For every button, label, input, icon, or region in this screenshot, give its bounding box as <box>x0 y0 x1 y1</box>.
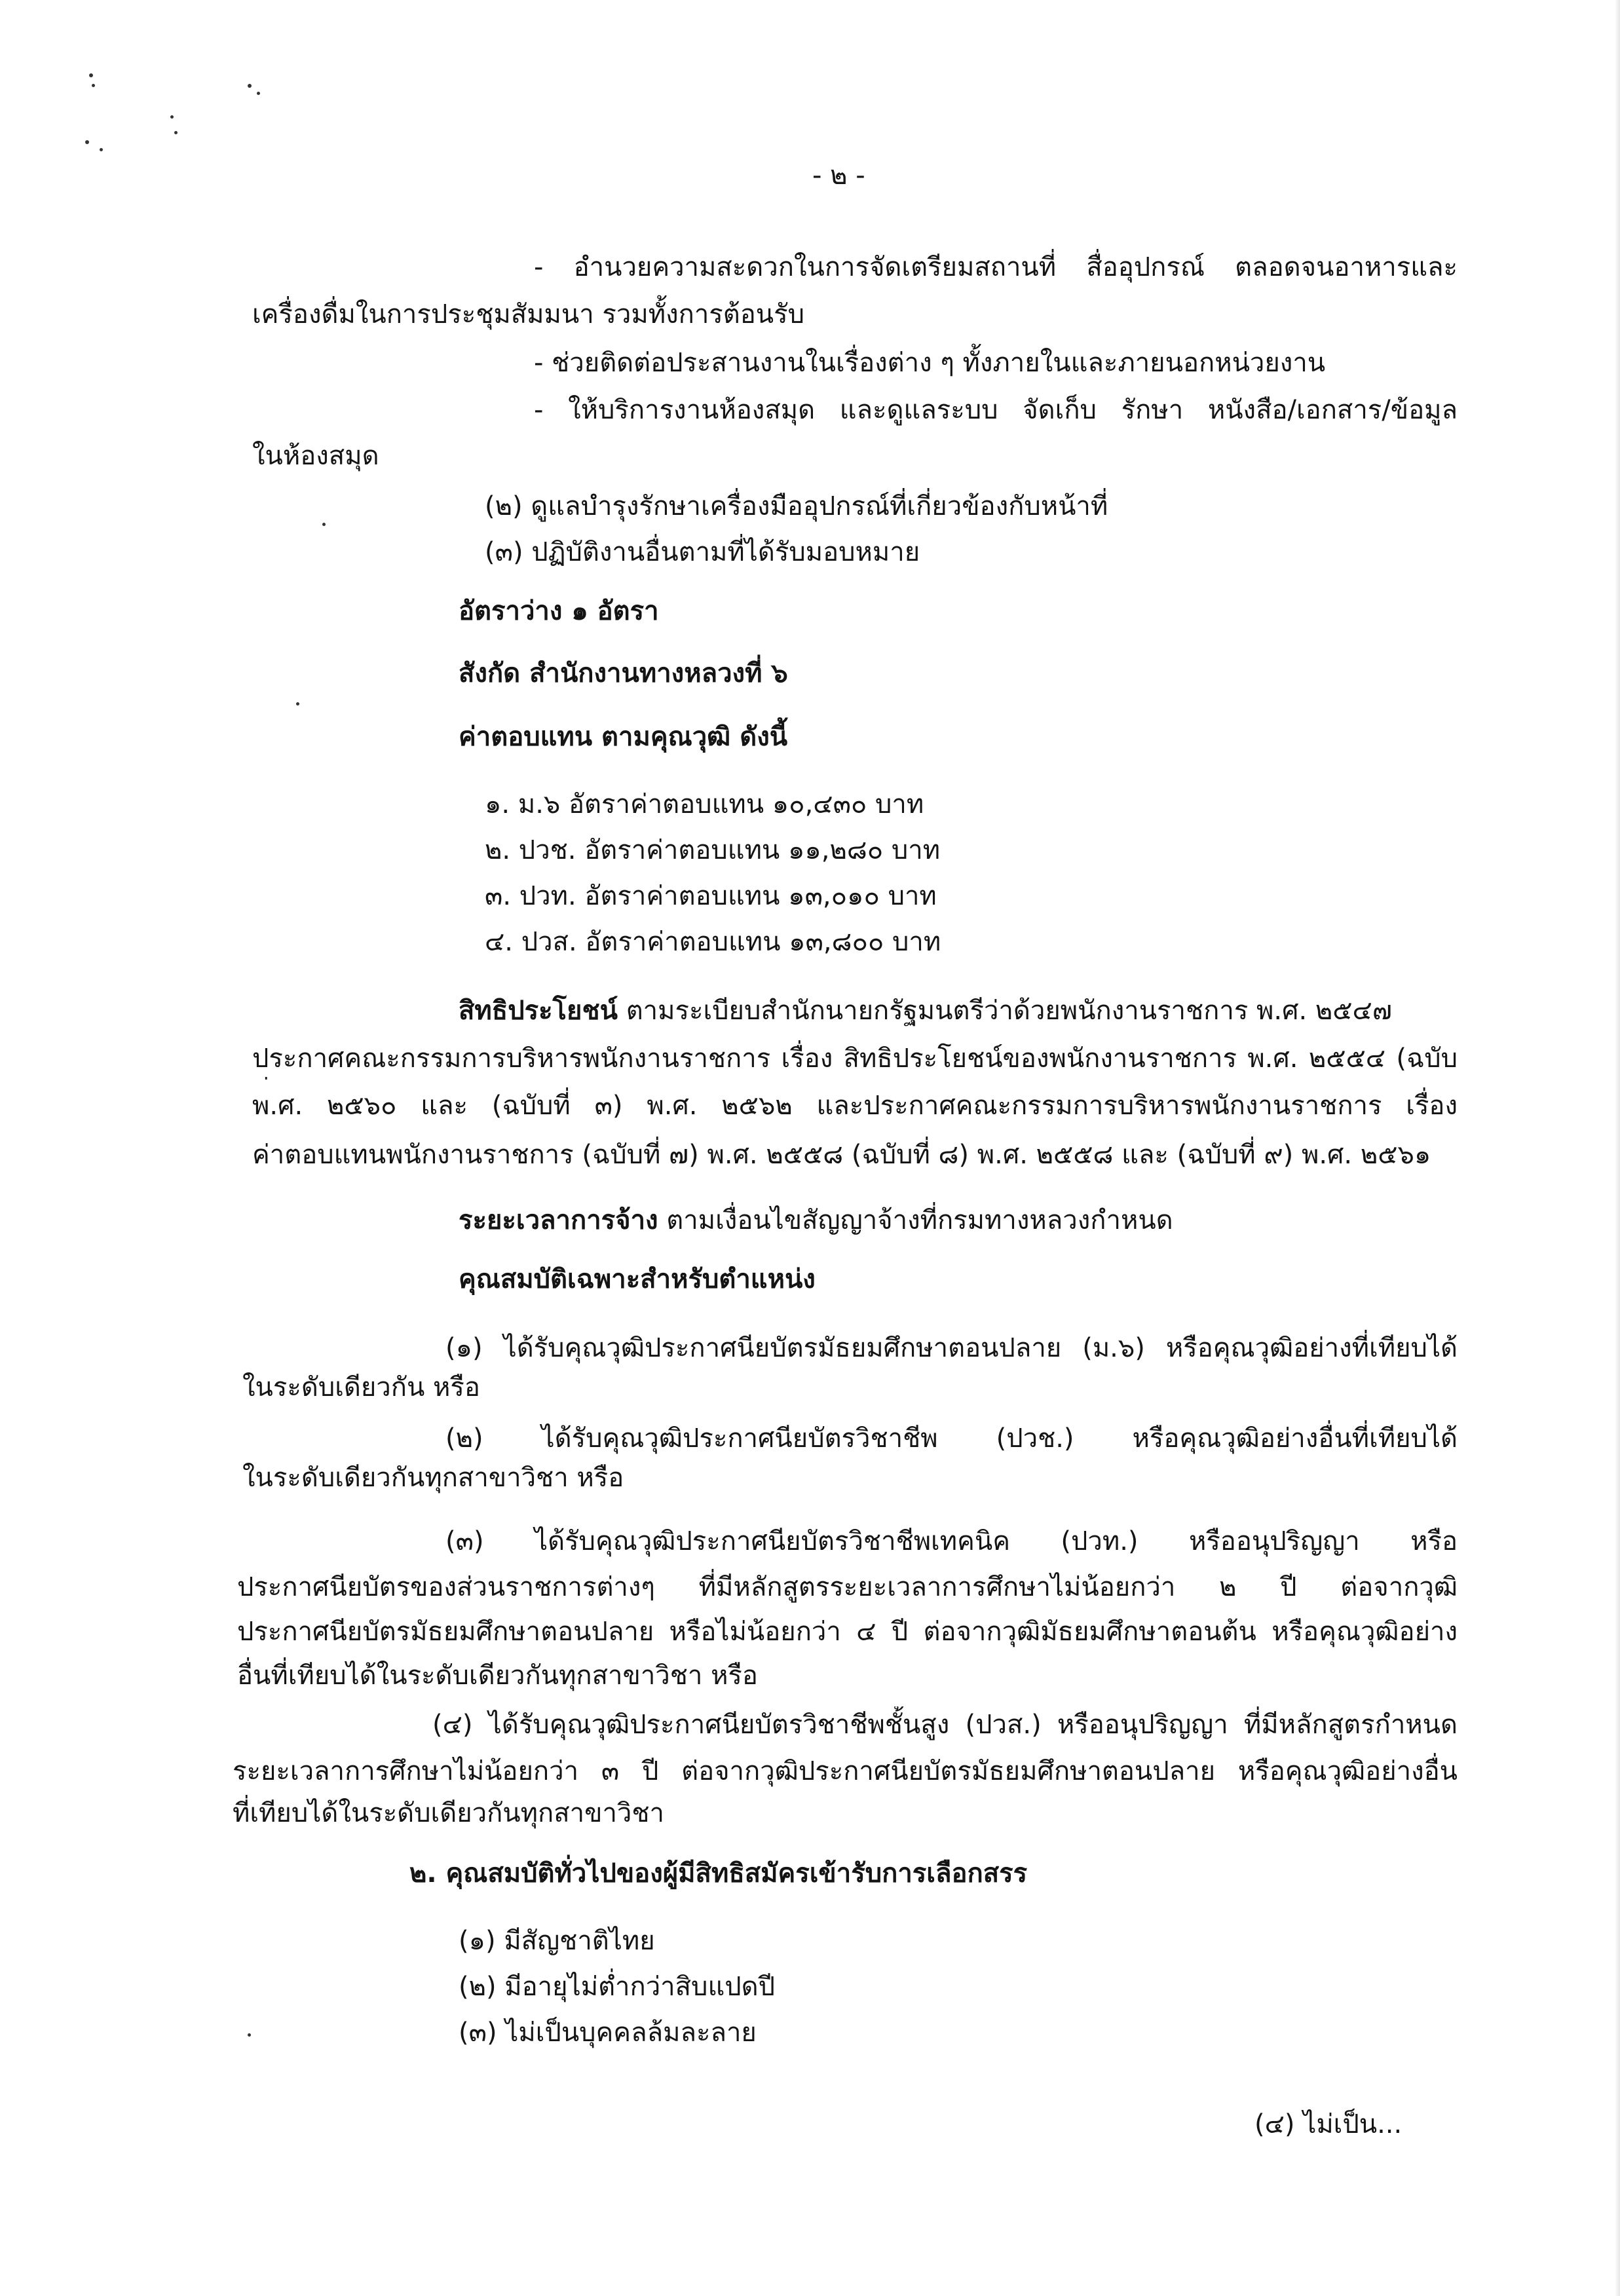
benefits-line: พ.ศ. ๒๕๖๐ และ (ฉบับที่ ๓) พ.ศ. ๒๕๖๒ และประกาศคณะกรรมการบริหารพนักงานราชการ เรื่อง <box>252 1091 1458 1121</box>
scan-speck <box>170 115 174 119</box>
general-qualifications-heading: ๒. คุณสมบัติทั่วไปของผู้มีสิทธิสมัครเข้ารับการเลือกสรร <box>409 1858 1028 1889</box>
scan-edge-shadow <box>1615 0 1620 2296</box>
employment-period-line <box>459 1202 1173 1239</box>
compensation-heading: ค่าตอบแทน ตามคุณวุฒิ ดังนี้ <box>459 722 788 752</box>
general-qualification-item: (๓) ไม่เป็นบุคคลล้มละลาย <box>459 2018 757 2048</box>
duty-item: (๓) ปฏิบัติงานอื่นตามที่ได้รับมอบหมาย <box>485 537 920 567</box>
compensation-item: ๒. ปวช. อัตราค่าตอบแทน ๑๑,๒๘๐ บาท <box>485 835 941 865</box>
duty-item: (๒) ดูแลบำรุงรักษาเครื่องมืออุปกรณ์ที่เกี่ยวข้องกับหน้าที่ <box>485 491 1108 521</box>
vacancy-line: อัตราว่าง ๑ อัตรา <box>459 596 659 626</box>
scan-speck <box>89 73 93 77</box>
page-number: - ๒ - <box>812 160 865 191</box>
benefits-label: สิทธิประโยชน์ <box>459 996 618 1026</box>
scan-speck <box>296 702 299 706</box>
affiliation-line: สังกัด สำนักงานทางหลวงที่ ๖ <box>459 658 788 688</box>
paragraph-line: - อำนวยความสะดวกในการจัดเตรียมสถานที่ สื่ออุปกรณ์ ตลอดจนอาหารและ <box>534 252 1458 282</box>
scan-speck <box>85 140 89 144</box>
qualification-line: (๓) ได้รับคุณวุฒิประกาศนียบัตรวิชาชีพเทคนิค (ปวท.) หรืออนุปริญญา หรือ <box>445 1526 1458 1556</box>
benefits-line <box>459 992 1392 1029</box>
scan-speck <box>322 523 326 526</box>
qualification-line: (๒) ได้รับคุณวุฒิประกาศนียบัตรวิชาชีพ (ปวช.) หรือคุณวุฒิอย่างอื่นที่เทียบได้ <box>445 1423 1458 1454</box>
qualification-line: (๑) ได้รับคุณวุฒิประกาศนียบัตรมัธยมศึกษาตอนปลาย (ม.๖) หรือคุณวุฒิอย่างที่เทียบได้ <box>445 1333 1458 1363</box>
paragraph-line: - ช่วยติดต่อประสานงานในเรื่องต่าง ๆ ทั้งภายในและภายนอกหน่วยงาน <box>534 348 1326 378</box>
benefits-text: ตามระเบียบสำนักนายกรัฐมนตรีว่าด้วยพนักงานราชการ พ.ศ. ๒๕๔๗ <box>626 996 1392 1026</box>
compensation-item: ๔. ปวส. อัตราค่าตอบแทน ๑๓,๘๐๐ บาท <box>485 927 941 957</box>
paragraph-line: เครื่องดื่มในการประชุมสัมมนา รวมทั้งการต้อนรับ <box>252 299 804 329</box>
general-qualification-item: (๑) มีสัญชาติไทย <box>459 1926 655 1956</box>
employment-period-text: ตามเงื่อนไขสัญญาจ้างที่กรมทางหลวงกำหนด <box>658 1205 1173 1235</box>
scan-speck <box>174 131 178 134</box>
qualification-line: ในระดับเดียวกัน หรือ <box>242 1372 480 1402</box>
qualification-line: ที่เทียบได้ในระดับเดียวกันทุกสาขาวิชา <box>233 1798 664 1828</box>
continuation-marker: (๔) ไม่เป็น... <box>1254 2109 1403 2139</box>
benefits-line: ประกาศคณะกรรมการบริหารพนักงานราชการ เรื่อง สิทธิประโยชน์ของพนักงานราชการ พ.ศ. ๒๕๕๔ (ฉบับ <box>252 1044 1458 1074</box>
scan-speck <box>257 92 260 95</box>
qualification-line: ประกาศนียบัตรของส่วนราชการต่างๆ ที่มีหลักสูตรระยะเวลาการศึกษาไม่น้อยกว่า ๒ ปี ต่อจากวุฒิ <box>237 1572 1458 1602</box>
general-qualification-item: (๒) มีอายุไม่ต่ำกว่าสิบแปดปี <box>459 1972 775 2002</box>
qualification-line: (๔) ได้รับคุณวุฒิประกาศนียบัตรวิชาชีพชั้นสูง (ปวส.) หรืออนุปริญญา ที่มีหลักสูตรกำหนด <box>432 1710 1458 1740</box>
compensation-item: ๓. ปวท. อัตราค่าตอบแทน ๑๓,๐๑๐ บาท <box>485 881 937 911</box>
paragraph-line: - ให้บริการงานห้องสมุด และดูแลระบบ จัดเก็บ รักษา หนังสือ/เอกสาร/ข้อมูล <box>534 395 1458 425</box>
employment-period-label: ระยะเวลาการจ้าง <box>459 1205 658 1235</box>
scan-speck <box>248 2033 251 2037</box>
qualification-line: ในระดับเดียวกันทุกสาขาวิชา หรือ <box>242 1463 624 1493</box>
scan-speck <box>100 148 103 151</box>
qualification-line: ประกาศนียบัตรมัธยมศึกษาตอนปลาย หรือไม่น้อยกว่า ๔ ปี ต่อจากวุฒิมัธยมศึกษาตอนต้น หรือคุณวุฒิอย่าง <box>237 1617 1458 1647</box>
paragraph-line: ในห้องสมุด <box>252 441 379 471</box>
qualifications-heading: คุณสมบัติเฉพาะสำหรับตำแหน่ง <box>459 1264 816 1294</box>
benefits-line: ค่าตอบแทนพนักงานราชการ (ฉบับที่ ๗) พ.ศ. ๒๕๕๘ (ฉบับที่ ๘) พ.ศ. ๒๕๕๘ และ (ฉบับที่ ๙) พ.ศ. ๒๕๖๑ <box>252 1140 1431 1170</box>
scan-speck <box>92 84 95 87</box>
qualification-line: อื่นที่เทียบได้ในระดับเดียวกันทุกสาขาวิชา หรือ <box>237 1661 758 1691</box>
compensation-item: ๑. ม.๖ อัตราค่าตอบแทน ๑๐,๔๓๐ บาท <box>485 789 924 819</box>
qualification-line: ระยะเวลาการศึกษาไม่น้อยกว่า ๓ ปี ต่อจากวุฒิประกาศนียบัตรมัธยมศึกษาตอนปลาย หรือคุณวุฒิอย่างอื่น <box>233 1756 1458 1786</box>
scan-speck <box>248 84 252 88</box>
